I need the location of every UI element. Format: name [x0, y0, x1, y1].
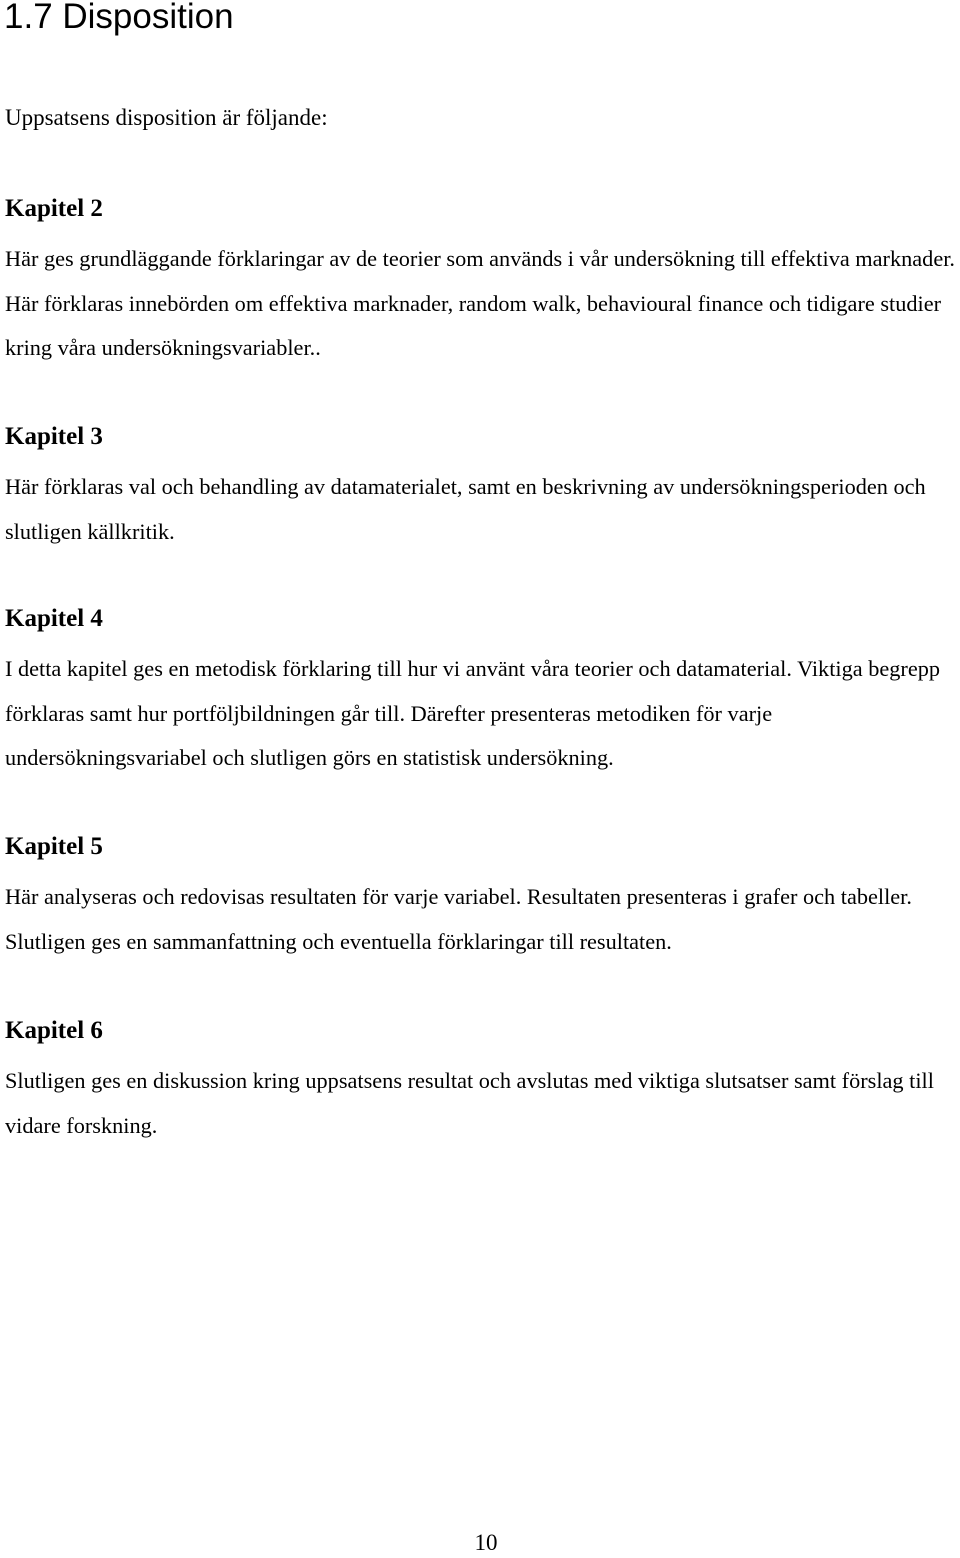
chapter-2 — [5, 192, 960, 371]
chapter-description: I detta kapitel ges en metodisk förklaring till hur vi använt våra teorier och datamaterial. Viktiga begrepp förklaras samt hur portföljbildningen går till. Därefter presenteras metodiken för varje undersökningsvariabel och slutligen görs en statistisk undersökning. — [5, 656, 941, 771]
chapter-title: Kapitel 4 — [5, 605, 103, 632]
chapter-6 — [5, 1014, 960, 1148]
chapter-title: Kapitel 5 — [5, 833, 103, 860]
chapter-title: Kapitel 3 — [5, 423, 103, 450]
chapter-3 — [5, 420, 960, 554]
chapter-description: Slutligen ges en diskussion kring uppsatsens resultat och avslutas med viktiga slutsatser samt förslag till vidare forskning. — [5, 1068, 934, 1138]
chapter-5 — [5, 830, 960, 964]
chapter-description: Här ges grundläggande förklaringar av de teorier som används i vår undersökning till effektiva marknader. Här förklaras innebörden om effektiva marknader, random walk, behavioural finance och tidigare studier kring våra undersökningsvariabler.. — [5, 246, 955, 361]
chapter-4 — [5, 602, 960, 781]
page-number: 10 — [474, 1530, 498, 1555]
chapter-description: Här förklaras val och behandling av datamaterialet, samt en beskrivning av undersökningsperioden och slutligen källkritik. — [5, 474, 926, 544]
chapter-title: Kapitel 2 — [5, 195, 103, 222]
section-intro: Uppsatsens disposition är följande: — [5, 105, 328, 130]
chapter-description: Här analyseras och redovisas resultaten för varje variabel. Resultaten presenteras i grafer och tabeller. Slutligen ges en sammanfattning och eventuella förklaringar till resultaten. — [5, 884, 912, 954]
section-heading: 1.7 Disposition — [4, 0, 234, 36]
chapter-title: Kapitel 6 — [5, 1017, 103, 1044]
